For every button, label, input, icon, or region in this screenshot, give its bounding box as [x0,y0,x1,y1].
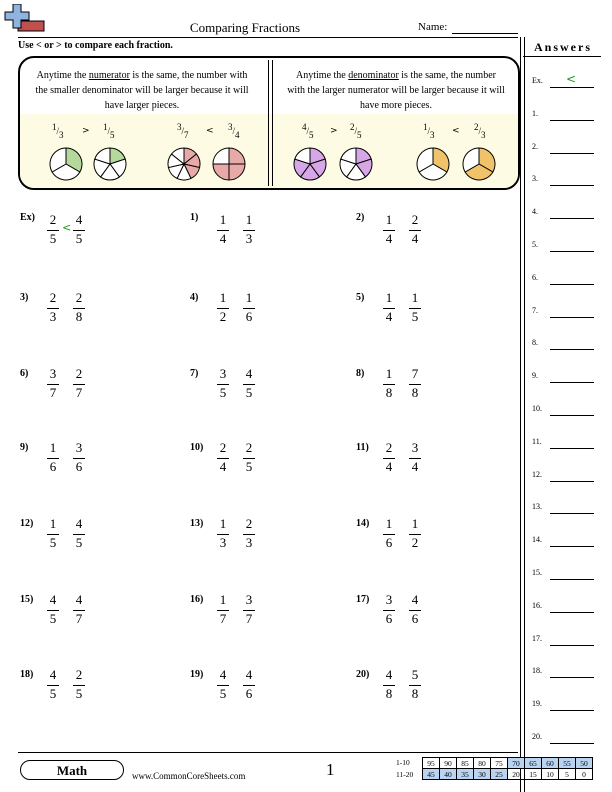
numerator: 1 [385,212,393,227]
fraction [408,440,422,475]
answer-blank[interactable] [550,317,594,318]
fraction [408,667,422,702]
answer-label: 11. [532,437,542,446]
fraction [46,290,60,325]
logo-icon [4,4,68,36]
answer-value: < [566,72,577,86]
fraction [216,667,230,702]
subject-badge: Math [20,760,124,780]
denominator: 4 [219,231,227,246]
numerator: 1 [411,290,419,305]
answer-label: 3. [532,174,538,183]
score-cell: 85 [457,758,474,769]
denominator: 8 [385,686,393,701]
example-fraction: $^3/_7$ [177,122,189,140]
fraction [408,290,422,325]
footer-divider [18,752,518,753]
fraction [382,212,396,247]
score-cell: 15 [525,769,542,780]
fraction [216,516,230,551]
denominator: 8 [385,385,393,400]
denominator: 7 [49,385,57,400]
example-fraction: $^1/_3$ [423,122,435,140]
answer-label: 20. [532,732,542,741]
answer-label: 15. [532,568,542,577]
denominator: 5 [219,686,227,701]
problem-label: 14) [356,518,370,529]
example-fraction: $^1/_3$ [52,122,64,140]
problem-label: 2) [356,212,365,223]
problem-label: 17) [356,594,370,605]
denominator: 5 [411,309,419,324]
fraction [382,366,396,401]
score-table [422,757,593,780]
answer-blank[interactable] [550,382,594,383]
numerator: 1 [385,290,393,305]
answer-row [530,732,596,746]
numerator: 4 [385,667,393,682]
rule-text: Anytime the [296,70,349,81]
denominator: 6 [385,611,393,626]
numerator: 2 [75,366,83,381]
fraction [242,290,256,325]
answer-label: 12. [532,470,542,479]
score-cell: 50 [576,758,593,769]
problem-label: 9) [20,442,29,453]
denominator: 8 [411,686,419,701]
problem-label: 6) [20,368,29,379]
denominator: 4 [385,231,393,246]
fraction-pie-icon [294,148,326,180]
answer-row [530,634,596,648]
denominator: 4 [385,309,393,324]
fraction-pies [20,58,518,188]
problem-label: 20) [356,669,370,680]
answer-blank[interactable] [550,218,594,219]
name-label: Name: [418,21,448,33]
fraction [408,212,422,247]
numerator: 4 [75,212,83,227]
denominator: 4 [411,231,419,246]
answer-blank[interactable] [550,513,594,514]
numerator: 1 [411,516,419,531]
problem-label: 1) [190,212,199,223]
denominator: 5 [75,231,83,246]
website-link[interactable]: www.CommonCoreSheets.com [132,771,246,781]
answer-blank[interactable] [550,481,594,482]
denominator: 3 [245,231,253,246]
fraction [216,290,230,325]
answer-row [530,240,596,254]
score-cell: 35 [457,769,474,780]
score-row [423,769,593,780]
example-fraction: $^3/_4$ [228,122,240,140]
answer-blank[interactable] [550,153,594,154]
numerator: 1 [49,516,57,531]
denominator: 5 [49,611,57,626]
denominator: 6 [49,459,57,474]
numerator: 1 [219,516,227,531]
fraction [242,667,256,702]
fraction [46,366,60,401]
numerator: 2 [245,516,253,531]
fraction-pie-icon [213,148,245,180]
answer-row [530,338,596,352]
numerator: 2 [75,290,83,305]
answer-label: 7. [532,306,538,315]
numerator: 4 [245,667,253,682]
answer-label: 16. [532,601,542,610]
numerator: 4 [411,592,419,607]
info-box [18,56,520,190]
denominator: 4 [385,459,393,474]
denominator: 7 [219,611,227,626]
score-cell: 55 [559,758,576,769]
denominator: 5 [75,686,83,701]
answer-row [530,502,596,516]
denominator: 7 [245,611,253,626]
denominator: 3 [245,535,253,550]
answer-label: 1. [532,109,538,118]
fraction [382,667,396,702]
fraction-pie-icon [94,148,126,180]
fraction [408,516,422,551]
answer-label: 19. [532,699,542,708]
score-cell: 95 [423,758,440,769]
numerator: 4 [49,667,57,682]
answer-row [530,568,596,582]
answer-label: Ex. [532,76,543,85]
numerator: 3 [75,440,83,455]
rule-text: Anytime the [36,70,89,81]
page-title: Comparing Fractions [189,20,301,35]
numerator: 1 [49,440,57,455]
numerator: 3 [411,440,419,455]
numerator: 2 [49,290,57,305]
numerator: 2 [385,440,393,455]
fraction [408,366,422,401]
denominator: 7 [75,611,83,626]
page-number: 1 [326,760,335,779]
example-sign: > [82,126,90,136]
numerator: 4 [49,592,57,607]
numerator: 4 [75,516,83,531]
answer-blank[interactable] [550,251,594,252]
fraction [72,592,86,627]
fraction [408,592,422,627]
denominator: 5 [75,535,83,550]
answer-blank[interactable] [550,579,594,580]
fraction [242,366,256,401]
problem-label: 13) [190,518,204,529]
score-cell: 25 [491,769,508,780]
name-field[interactable] [452,33,518,34]
answer-row [530,109,596,123]
answer-label: 18. [532,666,542,675]
answer-column-border [524,37,525,792]
fraction [46,592,60,627]
rule-keyword: denominator [348,70,399,81]
example-fraction: $^2/_3$ [474,122,486,140]
answer-row [530,404,596,418]
denominator: 6 [245,309,253,324]
fraction [46,667,60,702]
denominator: 4 [411,459,419,474]
instructions: Use < or > to compare each fraction. [18,40,173,51]
fraction [242,592,256,627]
numerator: 1 [245,290,253,305]
score-row [423,758,593,769]
example-sign: > [330,126,338,136]
fraction-pie-icon [168,148,200,180]
answer-label: 17. [532,634,542,643]
fraction [242,516,256,551]
numerator: 1 [219,592,227,607]
fraction-pie-icon [340,148,372,180]
fraction [72,366,86,401]
score-range: 1-10 [396,758,410,767]
numerator: 5 [411,667,419,682]
answer-blank[interactable] [550,546,594,547]
answer-row [530,72,596,90]
fraction [72,440,86,475]
denominator: 5 [245,385,253,400]
denominator: 8 [411,385,419,400]
fraction [242,440,256,475]
score-cell: 60 [542,758,559,769]
problem-label: 12) [20,518,34,529]
numerator: 2 [245,440,253,455]
answer-row [530,535,596,549]
score-cell: 45 [423,769,440,780]
denominator: 5 [49,535,57,550]
denominator: 6 [75,459,83,474]
score-cell: 10 [542,769,559,780]
example-fraction: $^4/_5$ [302,122,314,140]
answer-label: 5. [532,240,538,249]
answer-row [530,142,596,156]
fraction [72,290,86,325]
fraction [382,516,396,551]
example-sign: < [206,126,214,136]
denominator: 5 [245,459,253,474]
numerator: 4 [75,592,83,607]
denominator: 5 [49,231,57,246]
fraction [72,516,86,551]
header-divider [18,37,518,38]
problem-label: 11) [356,442,369,453]
score-cell: 75 [491,758,508,769]
answer-label: 9. [532,371,538,380]
score-cell: 30 [474,769,491,780]
score-cell: 65 [525,758,542,769]
pie-slice [229,148,245,164]
problem-label: 10) [190,442,204,453]
answer-row [530,666,596,680]
numerator: 3 [219,366,227,381]
answer-row [530,371,596,385]
rule-text: is the same, the number with the smaller denominator will be larger because it will have larger pieces. [35,70,249,111]
denominator: 5 [219,385,227,400]
problem-label: 15) [20,594,34,605]
numerator: 2 [411,212,419,227]
answers-title: Answers [534,40,592,54]
rule-text: is the same, the number with the larger numerator will be larger because it will have more pieces. [287,70,505,111]
fraction-pie-icon [463,148,495,180]
score-cell: 0 [576,769,593,780]
fraction [382,592,396,627]
answer-blank[interactable] [550,645,594,646]
denominator: 3 [49,309,57,324]
denominator: 8 [75,309,83,324]
rule-keyword: numerator [88,70,130,81]
answer-row [530,699,596,713]
denominator: 2 [411,535,419,550]
problem-label: 7) [190,368,199,379]
score-cell: 70 [508,758,525,769]
example-fraction: $^2/_5$ [350,122,362,140]
answer-row [530,306,596,320]
answer-blank[interactable] [550,349,594,350]
problem-label: 5) [356,292,365,303]
answer-label: 8. [532,338,538,347]
fraction [242,212,256,247]
numerator: 1 [219,212,227,227]
numerator: 4 [245,366,253,381]
denominator: 6 [385,535,393,550]
example-answer-sign: < [62,221,72,234]
answer-row [530,437,596,451]
problem-label: 8) [356,368,365,379]
answer-blank[interactable] [550,612,594,613]
problem-label: 18) [20,669,34,680]
answer-blank[interactable] [550,185,594,186]
problem-label: 19) [190,669,204,680]
score-cell: 5 [559,769,576,780]
pie-slice [213,164,229,180]
answers-divider [523,56,601,57]
denominator: 2 [219,309,227,324]
score-range: 11-20 [396,770,414,779]
fraction [382,440,396,475]
score-cell: 90 [440,758,457,769]
answer-row [530,470,596,484]
denominator: 7 [75,385,83,400]
numerator: 4 [219,667,227,682]
denominator: 5 [49,686,57,701]
numerator: 2 [49,212,57,227]
answer-label: 10. [532,404,542,413]
score-cell: 40 [440,769,457,780]
numerator: 2 [219,440,227,455]
numerator: 3 [245,592,253,607]
answer-blank[interactable] [550,710,594,711]
pie-slice [229,164,245,180]
answer-row [530,601,596,615]
numerator: 1 [245,212,253,227]
problem-label: 3) [20,292,29,303]
answer-label: 13. [532,502,542,511]
score-cell: 20 [508,769,525,780]
answer-row [530,174,596,188]
answer-blank[interactable] [550,448,594,449]
denominator: 6 [245,686,253,701]
fraction [46,516,60,551]
answer-blank[interactable] [550,415,594,416]
example-sign: < [452,126,460,136]
answer-blank[interactable] [550,284,594,285]
fraction-pie-icon [50,148,82,180]
answer-row [530,207,596,221]
fraction [46,212,60,247]
answer-blank[interactable] [550,743,594,744]
answer-blank[interactable] [550,87,594,88]
problem-label: Ex) [20,212,35,223]
answer-label: 6. [532,273,538,282]
fraction [216,440,230,475]
fraction [216,212,230,247]
pie-slice [213,148,229,164]
fraction-pie-icon [417,148,449,180]
numerator: 1 [385,366,393,381]
denominator: 4 [219,459,227,474]
answer-row [530,273,596,287]
numerator: 1 [219,290,227,305]
answer-column-border [520,37,521,792]
answer-blank[interactable] [550,120,594,121]
numerator: 3 [49,366,57,381]
answer-label: 4. [532,207,538,216]
answer-blank[interactable] [550,677,594,678]
problem-label: 4) [190,292,199,303]
numerator: 3 [385,592,393,607]
fraction [216,366,230,401]
problem-label: 16) [190,594,204,605]
score-cell: 80 [474,758,491,769]
fraction [46,440,60,475]
example-fraction: $^1/_5$ [103,122,115,140]
fraction [72,667,86,702]
answer-label: 14. [532,535,542,544]
denominator: 3 [219,535,227,550]
numerator: 1 [385,516,393,531]
fraction [216,592,230,627]
fraction [72,212,86,247]
numerator: 7 [411,366,419,381]
numerator: 2 [75,667,83,682]
denominator: 6 [411,611,419,626]
fraction [382,290,396,325]
answer-label: 2. [532,142,538,151]
